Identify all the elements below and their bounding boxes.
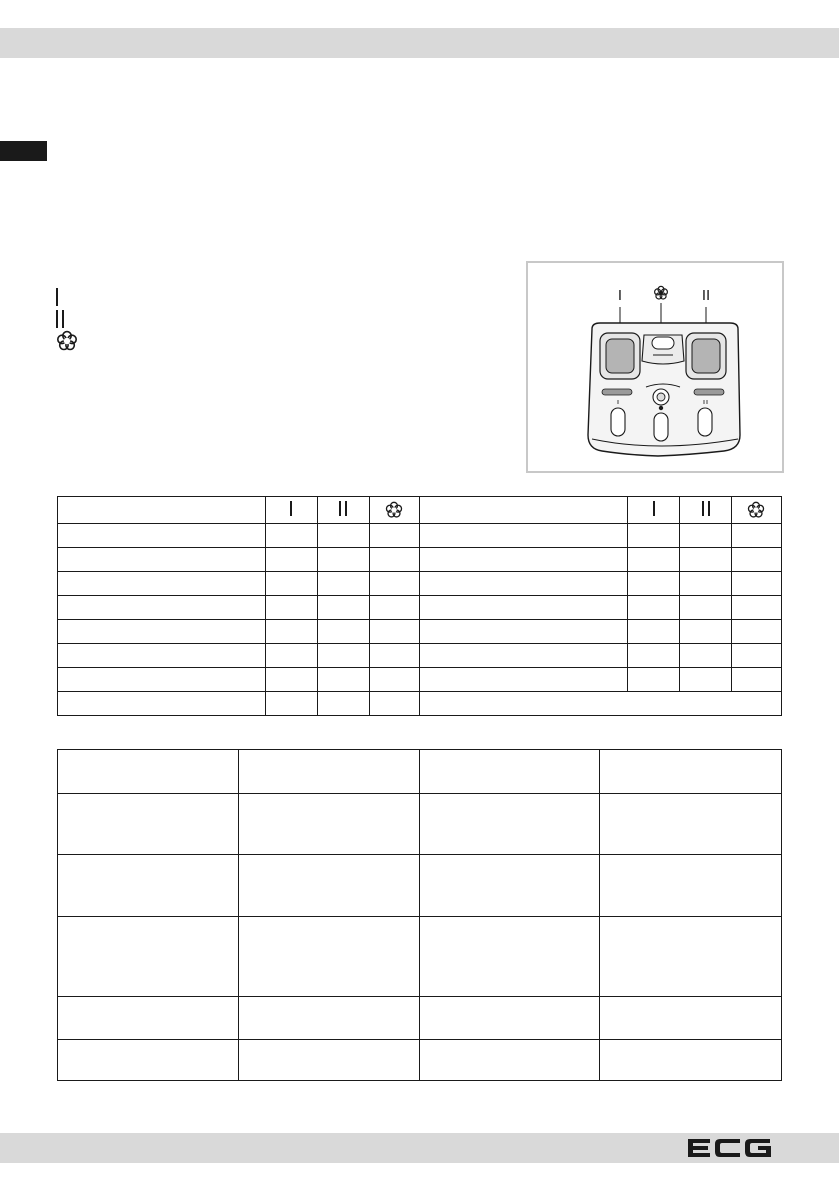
speed-one-bar-icon xyxy=(290,501,292,516)
legend-fan xyxy=(56,330,78,352)
settings-table xyxy=(57,496,782,716)
speed-two-bars-icon xyxy=(339,501,347,516)
ecg-logo xyxy=(686,1136,774,1160)
symbol-legend xyxy=(56,286,78,352)
label-speed-1: I xyxy=(617,287,623,304)
speed-two-bars-icon xyxy=(702,501,710,516)
table-row xyxy=(58,668,782,692)
header-fan xyxy=(369,497,420,524)
table-row xyxy=(58,750,782,794)
label-fan-icon xyxy=(655,286,668,299)
table-row xyxy=(58,794,782,855)
table-row xyxy=(58,644,782,668)
table-row xyxy=(58,855,782,917)
header-speed-1 xyxy=(265,497,317,524)
header-cell xyxy=(420,497,628,524)
fan-flower-icon xyxy=(56,330,78,352)
table-row xyxy=(58,548,782,572)
table-row xyxy=(58,917,782,997)
table-row xyxy=(58,524,782,548)
settings-table-header xyxy=(58,497,782,524)
control-panel-drawing xyxy=(528,263,782,471)
label-speed-2: II xyxy=(701,287,711,304)
table-row xyxy=(58,620,782,644)
speed-one-bar-icon xyxy=(56,288,58,306)
header-speed-2 xyxy=(680,497,732,524)
header-fan xyxy=(731,497,781,524)
table-row xyxy=(58,997,782,1040)
speed-two-bars-icon xyxy=(56,310,64,328)
legend-speed-2 xyxy=(56,308,78,330)
header-speed-1 xyxy=(628,497,680,524)
table-row xyxy=(58,572,782,596)
table-row-last xyxy=(58,692,782,716)
language-tab xyxy=(0,141,47,161)
fan-flower-icon xyxy=(747,501,765,519)
table-row xyxy=(58,596,782,620)
header-cell xyxy=(58,497,266,524)
table-row xyxy=(58,1040,782,1081)
control-panel-figure xyxy=(526,261,784,473)
header-band xyxy=(0,28,839,58)
legend-speed-1 xyxy=(56,286,78,308)
header-speed-2 xyxy=(317,497,369,524)
fan-flower-icon xyxy=(385,501,403,519)
speed-one-bar-icon xyxy=(653,501,655,516)
info-table xyxy=(57,749,782,1081)
